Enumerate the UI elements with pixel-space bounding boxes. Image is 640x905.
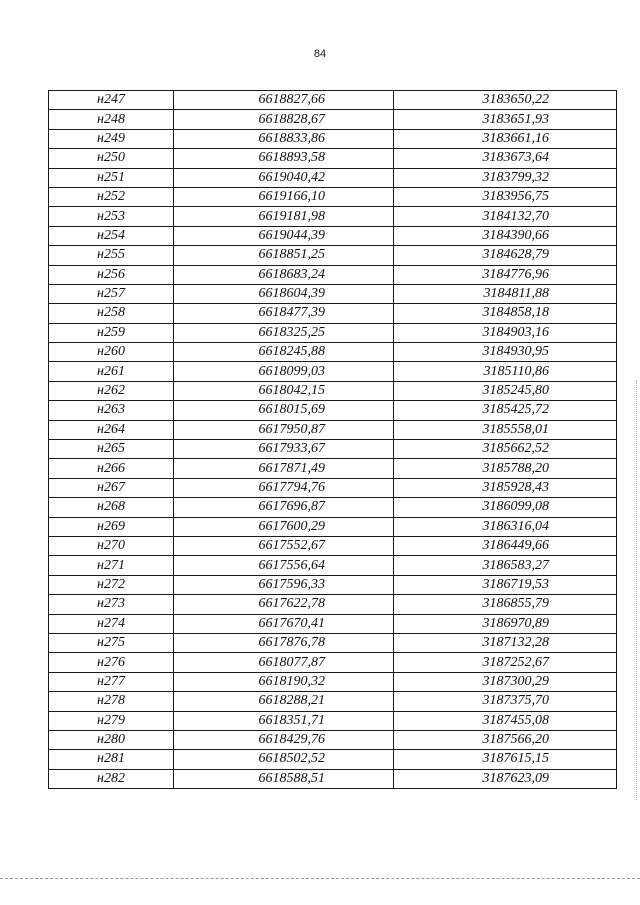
point-name-cell: н266 — [49, 459, 174, 478]
point-name-cell: н281 — [49, 750, 174, 769]
y-coordinate-cell: 3183651,93 — [394, 110, 617, 129]
x-coordinate-cell: 6618828,67 — [174, 110, 394, 129]
table-row — [49, 226, 617, 245]
y-coordinate-cell: 3185788,20 — [394, 459, 617, 478]
x-coordinate-cell: 6617596,33 — [174, 575, 394, 594]
table-row — [49, 769, 617, 788]
point-name-cell: н280 — [49, 730, 174, 749]
x-coordinate-cell: 6617794,76 — [174, 478, 394, 497]
point-name-cell: н275 — [49, 633, 174, 652]
y-coordinate-cell: 3183799,32 — [394, 168, 617, 187]
point-name-cell: н255 — [49, 246, 174, 265]
x-coordinate-cell: 6617871,49 — [174, 459, 394, 478]
point-name-cell: н271 — [49, 556, 174, 575]
point-name-cell: н268 — [49, 498, 174, 517]
x-coordinate-cell: 6618351,71 — [174, 711, 394, 730]
y-coordinate-cell: 3185245,80 — [394, 381, 617, 400]
point-name-cell: н260 — [49, 343, 174, 362]
table-row — [49, 653, 617, 672]
y-coordinate-cell: 3184390,66 — [394, 226, 617, 245]
x-coordinate-cell: 6619166,10 — [174, 187, 394, 206]
table-row — [49, 440, 617, 459]
point-name-cell: н248 — [49, 110, 174, 129]
x-coordinate-cell: 6617556,64 — [174, 556, 394, 575]
point-name-cell: н264 — [49, 420, 174, 439]
x-coordinate-cell: 6617622,78 — [174, 595, 394, 614]
table-row — [49, 498, 617, 517]
point-name-cell: н258 — [49, 304, 174, 323]
point-name-cell: н263 — [49, 401, 174, 420]
y-coordinate-cell: 3187455,08 — [394, 711, 617, 730]
scan-edge-line — [0, 878, 640, 879]
page-number: 84 — [313, 48, 327, 60]
y-coordinate-cell: 3187375,70 — [394, 692, 617, 711]
x-coordinate-cell: 6618325,25 — [174, 323, 394, 342]
table-row — [49, 284, 617, 303]
y-coordinate-cell: 3185425,72 — [394, 401, 617, 420]
table-row — [49, 110, 617, 129]
x-coordinate-cell: 6617552,67 — [174, 536, 394, 555]
table-row — [49, 265, 617, 284]
y-coordinate-cell: 3187252,67 — [394, 653, 617, 672]
x-coordinate-cell: 6618288,21 — [174, 692, 394, 711]
x-coordinate-cell: 6617950,87 — [174, 420, 394, 439]
table-row — [49, 750, 617, 769]
x-coordinate-cell: 6618429,76 — [174, 730, 394, 749]
point-name-cell: н247 — [49, 91, 174, 110]
x-coordinate-cell: 6618245,88 — [174, 343, 394, 362]
x-coordinate-cell: 6618015,69 — [174, 401, 394, 420]
table-row — [49, 304, 617, 323]
y-coordinate-cell: 3187132,28 — [394, 633, 617, 652]
y-coordinate-cell: 3184776,96 — [394, 265, 617, 284]
y-coordinate-cell: 3186970,89 — [394, 614, 617, 633]
y-coordinate-cell: 3184628,79 — [394, 246, 617, 265]
x-coordinate-cell: 6618042,15 — [174, 381, 394, 400]
x-coordinate-cell: 6617933,67 — [174, 440, 394, 459]
y-coordinate-cell: 3184903,16 — [394, 323, 617, 342]
table-row — [49, 478, 617, 497]
point-name-cell: н278 — [49, 692, 174, 711]
point-name-cell: н251 — [49, 168, 174, 187]
y-coordinate-cell: 3187566,20 — [394, 730, 617, 749]
point-name-cell: н274 — [49, 614, 174, 633]
y-coordinate-cell: 3185662,52 — [394, 440, 617, 459]
scan-edge-right — [636, 380, 637, 800]
coordinates-table — [48, 90, 617, 789]
table-row — [49, 633, 617, 652]
y-coordinate-cell: 3184132,70 — [394, 207, 617, 226]
x-coordinate-cell: 6618893,58 — [174, 149, 394, 168]
x-coordinate-cell: 6618604,39 — [174, 284, 394, 303]
x-coordinate-cell: 6618190,32 — [174, 672, 394, 691]
y-coordinate-cell: 3184930,95 — [394, 343, 617, 362]
point-name-cell: н267 — [49, 478, 174, 497]
point-name-cell: н259 — [49, 323, 174, 342]
point-name-cell: н253 — [49, 207, 174, 226]
table-row — [49, 187, 617, 206]
table-row — [49, 381, 617, 400]
y-coordinate-cell: 3185558,01 — [394, 420, 617, 439]
y-coordinate-cell: 3183650,22 — [394, 91, 617, 110]
table-row — [49, 459, 617, 478]
table-row — [49, 556, 617, 575]
y-coordinate-cell: 3187623,09 — [394, 769, 617, 788]
table-row — [49, 362, 617, 381]
x-coordinate-cell: 6618851,25 — [174, 246, 394, 265]
table-row — [49, 323, 617, 342]
table-row — [49, 595, 617, 614]
table-row — [49, 207, 617, 226]
x-coordinate-cell: 6617670,41 — [174, 614, 394, 633]
x-coordinate-cell: 6618827,66 — [174, 91, 394, 110]
point-name-cell: н252 — [49, 187, 174, 206]
y-coordinate-cell: 3186316,04 — [394, 517, 617, 536]
table-row — [49, 246, 617, 265]
y-coordinate-cell: 3183956,75 — [394, 187, 617, 206]
point-name-cell: н256 — [49, 265, 174, 284]
table-row — [49, 672, 617, 691]
x-coordinate-cell: 6617876,78 — [174, 633, 394, 652]
y-coordinate-cell: 3184858,18 — [394, 304, 617, 323]
y-coordinate-cell: 3186583,27 — [394, 556, 617, 575]
point-name-cell: н257 — [49, 284, 174, 303]
point-name-cell: н276 — [49, 653, 174, 672]
y-coordinate-cell: 3185928,43 — [394, 478, 617, 497]
x-coordinate-cell: 6618099,03 — [174, 362, 394, 381]
table-row — [49, 575, 617, 594]
x-coordinate-cell: 6618477,39 — [174, 304, 394, 323]
table-row — [49, 692, 617, 711]
x-coordinate-cell: 6618833,86 — [174, 129, 394, 148]
x-coordinate-cell: 6619044,39 — [174, 226, 394, 245]
y-coordinate-cell: 3186099,08 — [394, 498, 617, 517]
y-coordinate-cell: 3186449,66 — [394, 536, 617, 555]
coordinates-table-body — [49, 91, 617, 789]
x-coordinate-cell: 6618077,87 — [174, 653, 394, 672]
point-name-cell: н261 — [49, 362, 174, 381]
x-coordinate-cell: 6618683,24 — [174, 265, 394, 284]
y-coordinate-cell: 3187615,15 — [394, 750, 617, 769]
point-name-cell: н250 — [49, 149, 174, 168]
x-coordinate-cell: 6619181,98 — [174, 207, 394, 226]
point-name-cell: н262 — [49, 381, 174, 400]
y-coordinate-cell: 3186719,53 — [394, 575, 617, 594]
y-coordinate-cell: 3187300,29 — [394, 672, 617, 691]
table-row — [49, 517, 617, 536]
table-row — [49, 420, 617, 439]
point-name-cell: н265 — [49, 440, 174, 459]
point-name-cell: н254 — [49, 226, 174, 245]
point-name-cell: н269 — [49, 517, 174, 536]
point-name-cell: н277 — [49, 672, 174, 691]
table-row — [49, 711, 617, 730]
x-coordinate-cell: 6617696,87 — [174, 498, 394, 517]
table-row — [49, 730, 617, 749]
point-name-cell: н249 — [49, 129, 174, 148]
table-row — [49, 129, 617, 148]
y-coordinate-cell: 3185110,86 — [394, 362, 617, 381]
point-name-cell: н273 — [49, 595, 174, 614]
x-coordinate-cell: 6619040,42 — [174, 168, 394, 187]
point-name-cell: н270 — [49, 536, 174, 555]
y-coordinate-cell: 3183661,16 — [394, 129, 617, 148]
y-coordinate-cell: 3186855,79 — [394, 595, 617, 614]
table-row — [49, 401, 617, 420]
table-row — [49, 149, 617, 168]
point-name-cell: н279 — [49, 711, 174, 730]
x-coordinate-cell: 6618588,51 — [174, 769, 394, 788]
point-name-cell: н282 — [49, 769, 174, 788]
x-coordinate-cell: 6617600,29 — [174, 517, 394, 536]
table-row — [49, 536, 617, 555]
y-coordinate-cell: 3184811,88 — [394, 284, 617, 303]
table-row — [49, 343, 617, 362]
x-coordinate-cell: 6618502,52 — [174, 750, 394, 769]
y-coordinate-cell: 3183673,64 — [394, 149, 617, 168]
table-row — [49, 614, 617, 633]
table-row — [49, 91, 617, 110]
point-name-cell: н272 — [49, 575, 174, 594]
table-row — [49, 168, 617, 187]
